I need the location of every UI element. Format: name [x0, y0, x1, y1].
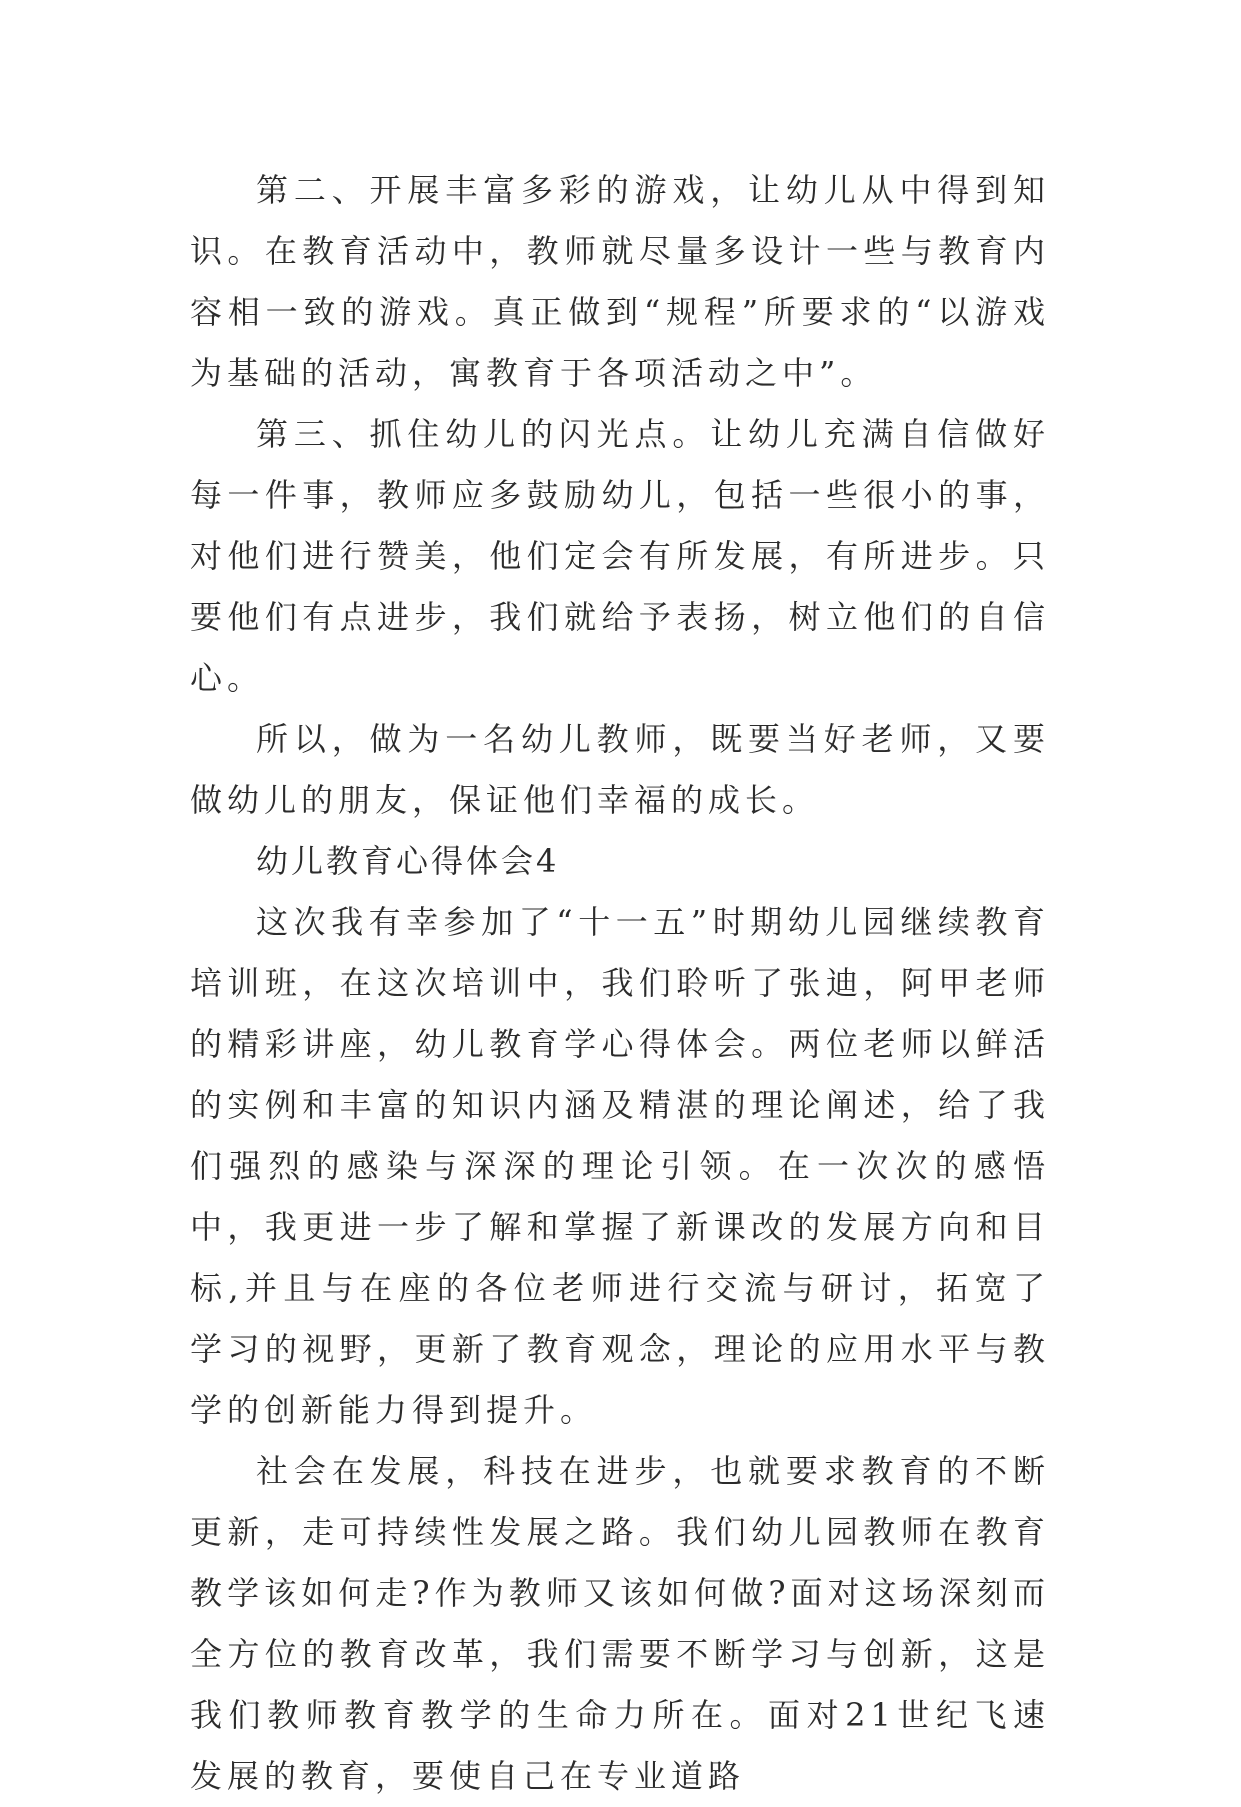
paragraph-highlights: 第三、抓住幼儿的闪光点。让幼儿充满自信做好每一件事，教师应多鼓励幼儿，包括一些很小的事，对他们进行赞美，他们定会有所发展，有所进步。只要他们有点进步，我们就给予表扬，树立他们的自信心。: [190, 415, 1050, 697]
section-heading: 幼儿教育心得体会4: [256, 842, 560, 880]
paragraph-society: 社会在发展，科技在进步，也就要求教育的不断更新，走可持续性发展之路。我们幼儿园教师在教育教学该如何走?作为教师又该如何做?面对这场深刻而全方位的教育改革，我们需要不断学习与创新，这是我们教师教育教学的生命力所在。面对21世纪飞速发展的教育，要使自己在专业道路: [190, 1452, 1050, 1795]
paragraph-training: 这次我有幸参加了“十一五”时期幼儿园继续教育培训班，在这次培训中，我们聆听了张迪，阿甲老师的精彩讲座，幼儿教育学心得体会。两位老师以鲜活的实例和丰富的知识内涵及精湛的理论阐述，给了我们强烈的感染与深深的理论引领。在一次次的感悟中，我更进一步了解和掌握了新课改的发展方向和目标,并且与在座的各位老师进行交流与研讨，拓宽了学习的视野，更新了教育观念，理论的应用水平与教学的创新能力得到提升。: [190, 903, 1050, 1429]
document-body: [190, 160, 1050, 1807]
paragraph-conclusion: 所以，做为一名幼儿教师，既要当好老师，又要做幼儿的朋友，保证他们幸福的成长。: [190, 720, 1050, 819]
paragraph-games: 第二、开展丰富多彩的游戏，让幼儿从中得到知识。在教育活动中，教师就尽量多设计一些与教育内容相一致的游戏。真正做到“规程”所要求的“以游戏为基础的活动，寓教育于各项活动之中”。: [190, 171, 1050, 392]
